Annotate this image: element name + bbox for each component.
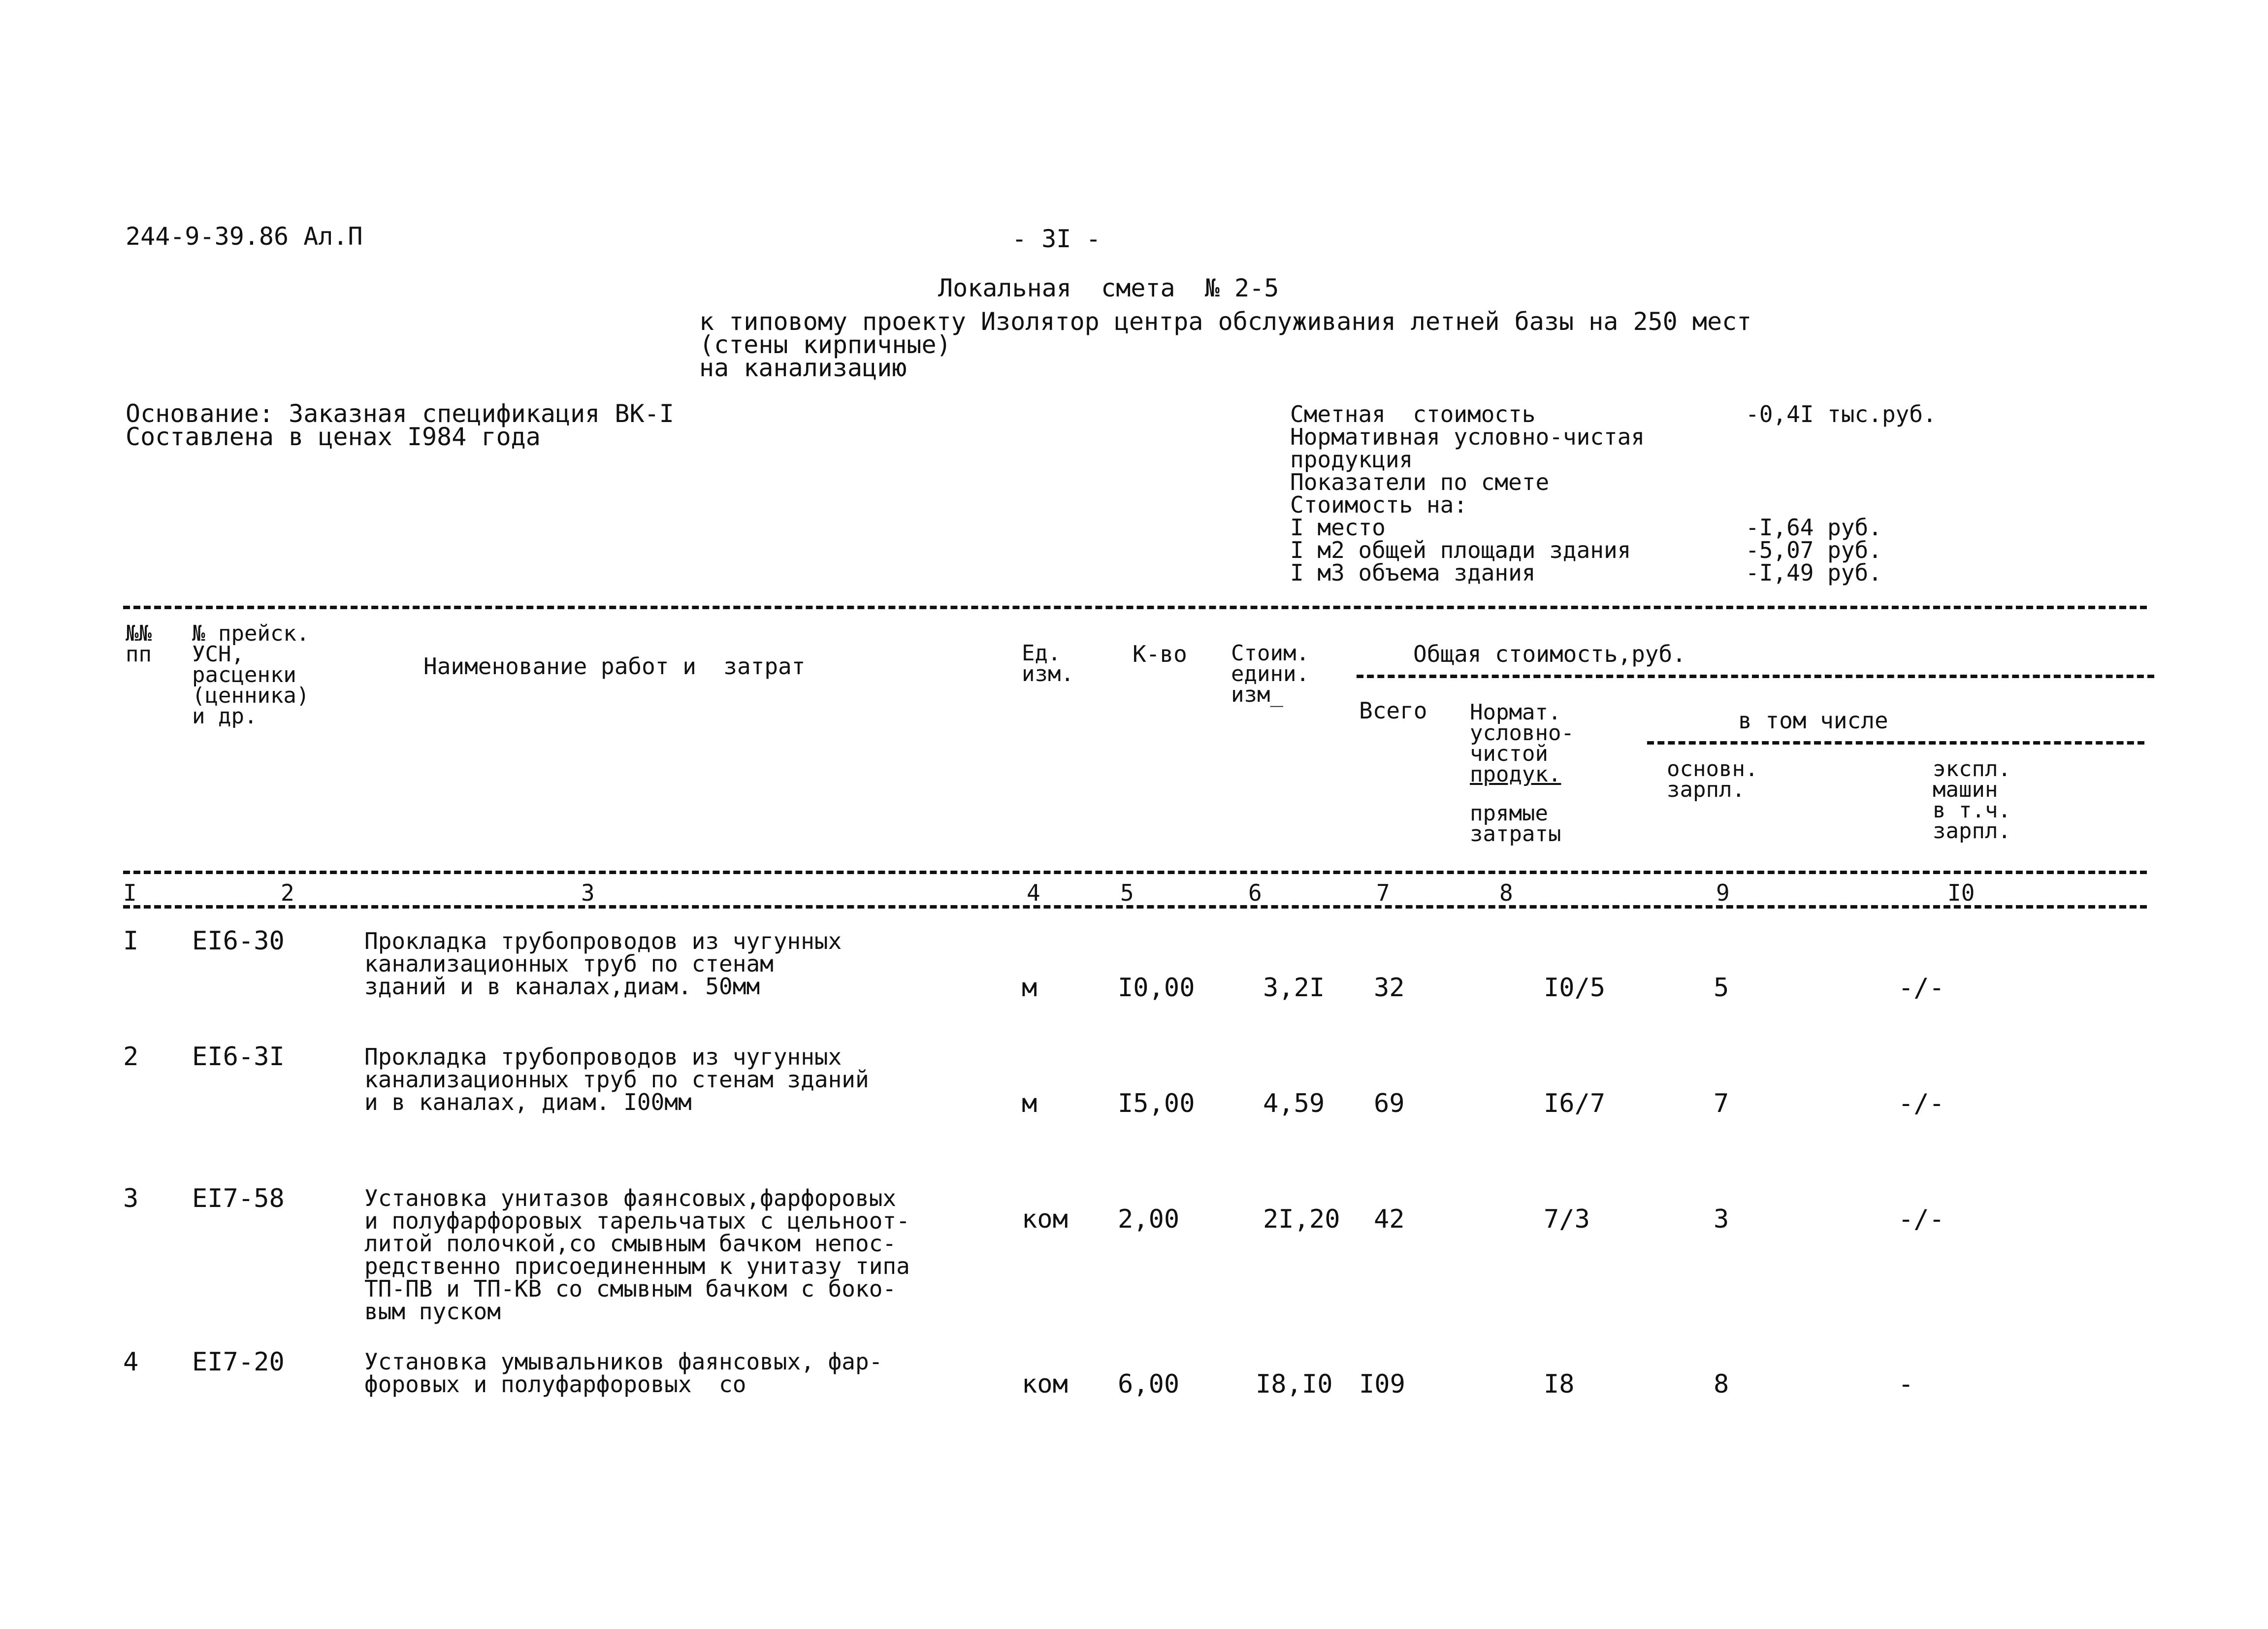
- document-subtitle-3: на канализацию: [699, 354, 907, 382]
- col10-header-c: в т.ч.: [1933, 798, 2011, 823]
- col2-header-d: (ценника): [192, 683, 310, 708]
- col8-header-e: прямые: [1470, 801, 1548, 826]
- incl-rule: [1647, 741, 2144, 745]
- col7-header: Всего: [1359, 697, 1427, 724]
- row-name-line: и в каналах, диам. I00мм: [364, 1089, 692, 1115]
- row-code: EI6-3I: [192, 1042, 285, 1072]
- col8-header-c: чистой: [1470, 741, 1548, 766]
- summary-cost-value: -0,4I тыс.руб.: [1746, 401, 1937, 427]
- col8-header-f: затраты: [1470, 821, 1561, 847]
- col2-header-e: и др.: [192, 704, 258, 729]
- row-name-line: канализационных труб по стенам зданий: [364, 1066, 869, 1093]
- col4-header-b: изм.: [1022, 661, 1074, 686]
- col9-header-b: зарпл.: [1667, 777, 1745, 802]
- row-norm: I6/7: [1544, 1089, 1606, 1118]
- row-total: 69: [1374, 1089, 1405, 1118]
- row-unit: ком: [1022, 1205, 1068, 1234]
- col-number: 3: [581, 880, 595, 906]
- col2-header-c: расценки: [192, 662, 296, 687]
- summary-volume-value: -I,49 руб.: [1746, 559, 1882, 586]
- row-number: 2: [123, 1042, 139, 1072]
- table-top-rule: [123, 606, 2147, 609]
- row-price: 3,2I: [1263, 973, 1325, 1003]
- col6-header-a: Стоим.: [1231, 641, 1309, 666]
- col-number: 2: [281, 880, 294, 906]
- row-number: 3: [123, 1184, 139, 1213]
- row-machines: -/-: [1898, 973, 1944, 1003]
- prices-text: Составлена в ценах I984 года: [126, 423, 541, 451]
- summary-area-value: -5,07 руб.: [1746, 537, 1882, 563]
- summary-volume-label: I м3 объема здания: [1290, 559, 1536, 586]
- row-name-line: канализационных труб по стенам: [364, 950, 774, 977]
- row-number: 4: [123, 1347, 139, 1377]
- row-name-line: вым пуском: [364, 1298, 501, 1325]
- row-price: I8,I0: [1256, 1369, 1333, 1399]
- basis-text: Основание: Заказная спецификация ВК-I: [126, 399, 674, 428]
- row-machines: -/-: [1898, 1089, 1944, 1118]
- row-unit: м: [1022, 1089, 1037, 1118]
- col1-header-b: пп: [126, 642, 152, 667]
- document-subtitle-1: к типовому проекту Изолятор центра обслуживания летней базы на 250 мест: [699, 307, 1752, 336]
- row-name-line: Установка унитазов фаянсовых,фарфоровых: [364, 1185, 897, 1211]
- col10-header-a: экспл.: [1933, 756, 2011, 782]
- col9-header-a: основн.: [1667, 756, 1758, 782]
- col-number: 4: [1027, 880, 1040, 906]
- row-name-line: Прокладка трубопроводов из чугунных: [364, 1043, 842, 1070]
- row-code: EI7-20: [192, 1347, 285, 1377]
- col-number: 9: [1716, 880, 1730, 906]
- col8-header-b: условно-: [1470, 720, 1574, 746]
- col-number: 5: [1120, 880, 1134, 906]
- column-number-rule: [123, 905, 2147, 909]
- document-title: Локальная смета № 2-5: [938, 274, 1279, 302]
- incl-header: в том числе: [1738, 707, 1888, 734]
- row-name-line: и полуфарфоровых тарельчатых с цельноот-: [364, 1207, 910, 1234]
- row-machines: -/-: [1898, 1205, 1944, 1234]
- row-norm: I0/5: [1544, 973, 1606, 1003]
- row-qty: 6,00: [1118, 1369, 1180, 1399]
- row-total: 42: [1374, 1205, 1405, 1234]
- col-number: I: [123, 880, 137, 906]
- row-unit: м: [1022, 973, 1037, 1003]
- col-number: I0: [1947, 880, 1975, 906]
- total-cost-rule: [1357, 675, 2154, 678]
- col-number: 6: [1248, 880, 1262, 906]
- summary-norm-2: продукция: [1290, 446, 1413, 473]
- row-qty: I0,00: [1118, 973, 1195, 1003]
- total-cost-header: Общая стоимость,руб.: [1413, 641, 1686, 667]
- col8-header-a: Нормат.: [1470, 700, 1561, 725]
- row-norm: I8: [1544, 1369, 1575, 1399]
- row-number: I: [123, 926, 139, 956]
- row-name-line: литой полочкой,со смывным бачком непос-: [364, 1230, 897, 1257]
- summary-place-value: -I,64 руб.: [1746, 514, 1882, 541]
- row-wage: 5: [1714, 973, 1729, 1003]
- row-total: 32: [1374, 973, 1405, 1003]
- col-number: 8: [1499, 880, 1513, 906]
- row-qty: I5,00: [1118, 1089, 1195, 1118]
- row-code: EI6-30: [192, 926, 285, 956]
- row-name-line: форовых и полуфарфоровых со: [364, 1371, 746, 1398]
- document-code: 244-9-39.86 Ал.П: [126, 222, 363, 251]
- summary-place-label: I место: [1290, 514, 1386, 541]
- col1-header-a: №№: [126, 621, 152, 646]
- col4-header-a: Ед.: [1022, 641, 1061, 666]
- row-name-line: Прокладка трубопроводов из чугунных: [364, 928, 842, 954]
- row-wage: 7: [1714, 1089, 1729, 1118]
- summary-cost-per: Стоимость на:: [1290, 491, 1468, 518]
- col3-header: Наименование работ и затрат: [423, 653, 806, 680]
- col5-header: К-во: [1133, 641, 1187, 667]
- row-norm: 7/3: [1544, 1205, 1590, 1234]
- row-code: EI7-58: [192, 1184, 285, 1213]
- header-bottom-rule: [123, 871, 2147, 874]
- row-total: I09: [1359, 1369, 1405, 1399]
- col-number: 7: [1376, 880, 1390, 906]
- col2-header-a: № прейск.: [192, 621, 310, 646]
- row-unit: ком: [1022, 1369, 1068, 1399]
- row-wage: 8: [1714, 1369, 1729, 1399]
- row-price: 4,59: [1263, 1089, 1325, 1118]
- row-name-line: Установка умывальников фаянсовых, фар-: [364, 1348, 883, 1375]
- document-subtitle-2: (стены кирпичные): [699, 330, 951, 359]
- col6-header-b: едини.: [1231, 661, 1309, 686]
- col6-header-c: изм_: [1231, 682, 1283, 707]
- row-name-line: зданий и в каналах,диам. 50мм: [364, 973, 760, 1000]
- row-name-line: ТП-ПВ и ТП-КВ со смывным бачком с боко-: [364, 1275, 897, 1302]
- summary-indicators: Показатели по смете: [1290, 469, 1550, 495]
- summary-norm-1: Нормативная условно-чистая: [1290, 424, 1645, 450]
- summary-cost-label: Сметная стоимость: [1290, 401, 1536, 427]
- row-price: 2I,20: [1263, 1205, 1340, 1234]
- page-number: - 3I -: [1012, 225, 1101, 253]
- row-name-line: редственно присоединенным к унитазу типа: [364, 1253, 910, 1279]
- summary-area-label: I м2 общей площади здания: [1290, 537, 1631, 563]
- col2-header-b: УСН,: [192, 642, 244, 667]
- col8-header-d: продук.: [1470, 762, 1561, 787]
- row-wage: 3: [1714, 1205, 1729, 1234]
- row-qty: 2,00: [1118, 1205, 1180, 1234]
- col10-header-b: машин: [1933, 777, 1998, 802]
- col10-header-d: зарпл.: [1933, 818, 2011, 844]
- row-machines: -: [1898, 1369, 1914, 1399]
